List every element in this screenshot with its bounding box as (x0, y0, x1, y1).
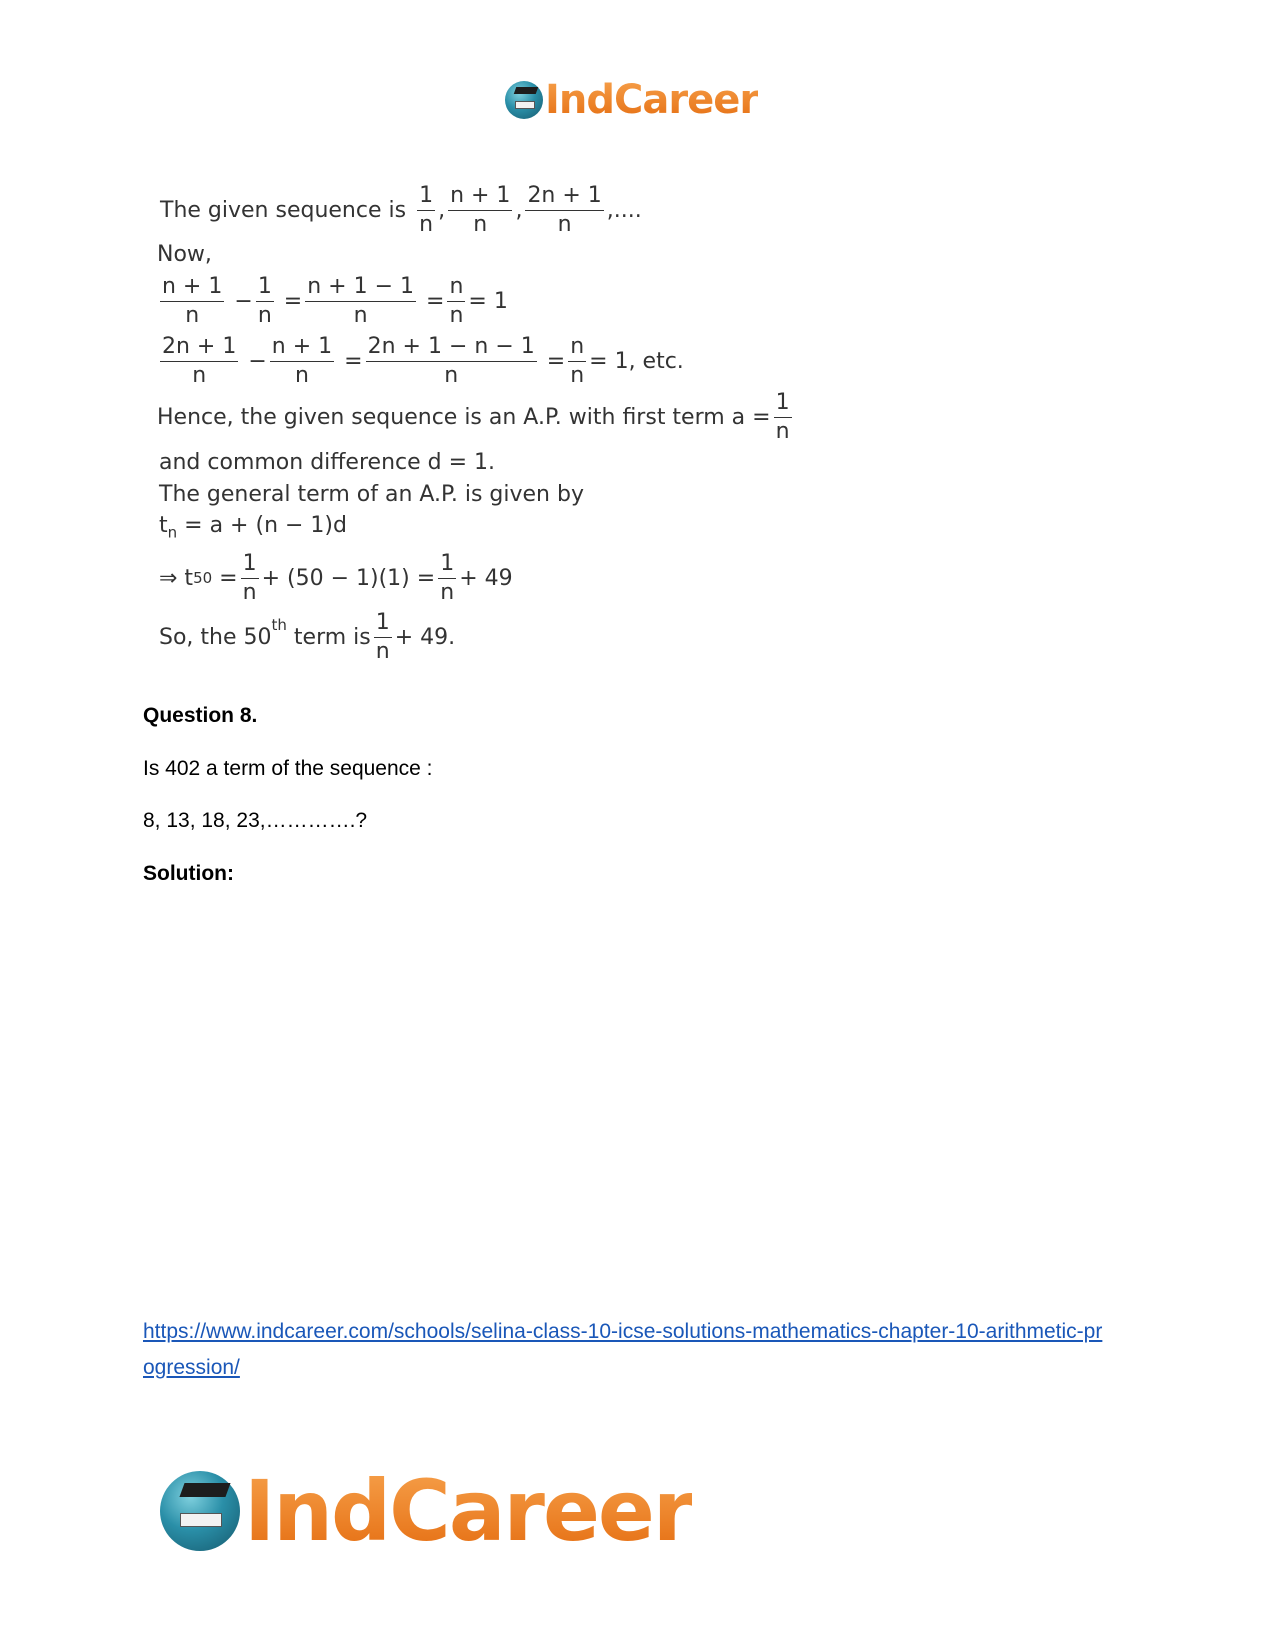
globe-graduation-cap-icon (160, 1471, 240, 1551)
difference-line-1: $\frac{n + 1}{n}$ − $\frac{1}{n}$ = $\frac{n + 1 - 1}{n}$ = $\frac{n}{n}$ = 1 (162, 274, 508, 328)
fraction: $\frac{n + 1}{n}$ (450, 183, 511, 237)
question-title: Question 8. (143, 704, 258, 727)
brand-wordmark: IndCareer (244, 1462, 693, 1560)
fraction: $\frac{1}{n}$ (419, 183, 434, 237)
common-difference-line: and common difference d = 1. (159, 450, 496, 475)
conclusion-line: So, the 50 $^{th}$ term is $\frac{1}{n}$ + 49. (159, 610, 456, 664)
tn-formula: $t_n = a + (n - 1)d$ (159, 513, 347, 542)
question-sequence: 8, 13, 18, 23,………….? (143, 809, 368, 832)
indcareer-logo-header (505, 78, 758, 122)
hence-line: Hence, the given sequence is an A.P. with first term a = $\frac{1}{n}$ (157, 390, 790, 444)
t50-line: ⇒ t 50 = $\frac{1}{n}$ + (50 − 1)(1) = $\frac{1}{n}$ + 49 (159, 551, 513, 605)
general-term-line: The general term of an A.P. is given by (159, 482, 584, 507)
indcareer-logo-footer (160, 1462, 693, 1560)
difference-line-2: $\frac{2n + 1}{n}$ − $\frac{n + 1}{n}$ = $\frac{2n + 1 - n - 1}{n}$ = $\frac{n}{n}$ = 1, etc. (162, 334, 684, 388)
question-text: Is 402 a term of the sequence : (143, 757, 433, 780)
globe-graduation-cap-icon (505, 81, 543, 119)
now-label: Now, (157, 242, 212, 267)
given-prefix: The given sequence is (160, 197, 407, 223)
brand-wordmark: IndCareer (545, 77, 759, 123)
solution-label: Solution: (143, 862, 234, 885)
source-url-link[interactable]: https://www.indcareer.com/schools/selina-class-10-icse-solutions-mathematics-chapter-10-arithmetic-progression/ (143, 1320, 1103, 1379)
fraction: $\frac{2n + 1}{n}$ (527, 183, 602, 237)
given-sequence-line: The given sequence is $\frac{1}{n}$ , $\frac{n + 1}{n}$ , $\frac{2n + 1}{n}$ ,.... (160, 183, 642, 237)
